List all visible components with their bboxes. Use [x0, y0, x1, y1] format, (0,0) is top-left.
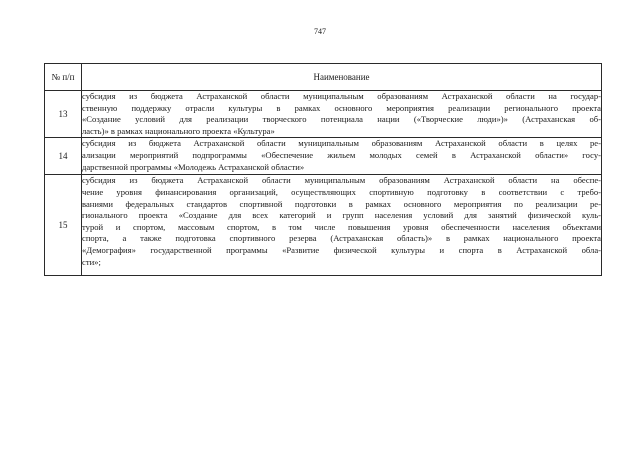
text-line: «Демография» государственной программы «Развитие физической культуры и спорта в Астраханской обла-	[82, 244, 601, 255]
row-number: 14	[45, 138, 82, 175]
text-line: гионального проекта «Создание для всех категорий и групп населения условий для занятий физической куль-	[82, 210, 601, 221]
text-line: ваниями федеральных стандартов спортивной подготовки в рамках основного мероприятия по реализации ре-	[82, 198, 601, 209]
text-line: субсидия из бюджета Астраханской области муниципальным образованиям Астраханской области в целях ре-	[82, 138, 601, 149]
text-line: субсидия из бюджета Астраханской области муниципальным образованиям Астраханской области на обеспе-	[82, 175, 601, 186]
text-line: сти»;	[82, 256, 101, 267]
text-line: субсидия из бюджета Астраханской области муниципальным образованиям Астраханской области на государ-	[82, 91, 601, 101]
page-number: 747	[314, 27, 326, 36]
text-line: ласть)» в рамках национального проекта «Культура»	[82, 125, 275, 136]
header-number: № п/п	[45, 64, 82, 91]
table-header-row	[45, 64, 602, 91]
text-line: дарственной программы «Молодежь Астраханской области»	[82, 161, 305, 172]
table-row	[45, 138, 602, 175]
table-row	[45, 91, 602, 138]
row-number: 15	[45, 175, 82, 276]
text-line: турой и спортом, массовым спортом, в том числе повышения уровня обеспеченности населения объектами	[82, 221, 601, 232]
text-line: спорта, а также подготовка спортивного резерва (Астраханская область)» в рамках национального проекта	[82, 233, 601, 244]
table-row	[45, 175, 602, 276]
header-name: Наименование	[82, 64, 602, 91]
subsidy-table	[44, 63, 602, 276]
row-name	[82, 175, 602, 276]
text-line: ственную поддержку отрасли культуры в рамках основного мероприятия реализации регионального проекта	[82, 102, 601, 113]
text-line: ализации мероприятий подпрограммы «Обеспечение жильем молодых семей в Астраханской области» госу-	[82, 149, 601, 160]
text-line: чение уровня финансирования организаций, осуществляющих спортивную подготовку в соответствии с требо-	[82, 186, 601, 197]
row-name	[82, 91, 602, 138]
row-name	[82, 138, 602, 175]
text-line: «Создание условий для реализации творческого потенциала нации («Творческие люди»)» (Астраханская об-	[82, 114, 601, 125]
row-number: 13	[45, 91, 82, 138]
